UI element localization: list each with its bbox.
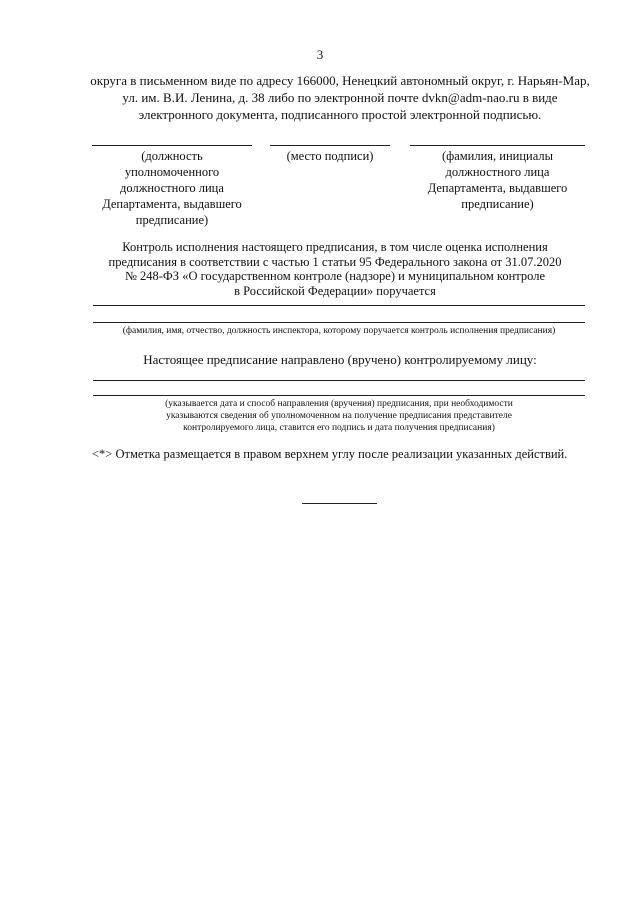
page-number: 3 xyxy=(316,47,324,62)
delivery-fill-line xyxy=(93,380,585,381)
inspector-fill-line xyxy=(93,305,585,306)
control-line: Контроль исполнения настоящего предписания, в том числе оценка исполнения xyxy=(122,240,548,254)
footnote: <*> Отметка размещается в правом верхнем углу после реализации указанных действий. xyxy=(92,447,568,461)
closing-rule xyxy=(302,503,377,504)
name-signature-line xyxy=(410,145,585,146)
control-line: предписания в соответствии с частью 1 статьи 95 Федерального закона от 31.07.2020 xyxy=(108,254,562,269)
inspector-caption: (фамилия, имя, отчество, должность инспектора, которому поручается контроль исполнения предписания) xyxy=(122,326,556,336)
name-caption: (фамилия, инициалы должностного лица Департамента, выдавшего предписание) xyxy=(427,149,568,211)
control-line: в Российской Федерации» поручается xyxy=(234,283,436,298)
intro-line: округа в письменном виде по адресу 166000, Ненецкий автономный округ, г. Нарьян-Мар, xyxy=(90,73,590,88)
inspector-fill-line xyxy=(93,322,585,323)
position-signature-line xyxy=(92,145,252,146)
intro-line: ул. им. В.И. Ленина, д. 38 либо по электронной почте dvkn@adm-nao.ru в виде xyxy=(122,90,558,105)
intro-line: электронного документа, подписанного простой электронной подписью. xyxy=(138,107,542,122)
intro-paragraph xyxy=(90,72,590,123)
control-line: № 248-ФЗ «О государственном контроле (надзоре) и муниципальном контроле xyxy=(124,269,546,283)
sent-statement: Настоящее предписание направлено (вручено) контролируемому лицу: xyxy=(143,352,537,367)
place-signature-line xyxy=(270,145,390,146)
place-caption: (место подписи) xyxy=(286,149,374,163)
position-caption: (должность уполномоченного должностного лица Департамента, выдавшего предписание) xyxy=(102,149,242,227)
control-paragraph xyxy=(100,240,570,298)
delivery-fill-line xyxy=(93,395,585,396)
delivery-caption: (указывается дата и способ направления (вручения) предписания, при необходимости указываются сведения об уполномоченном на получение предписания представителе контролируемого лица, ставится его подпись и дата получения предписания) xyxy=(165,399,513,433)
